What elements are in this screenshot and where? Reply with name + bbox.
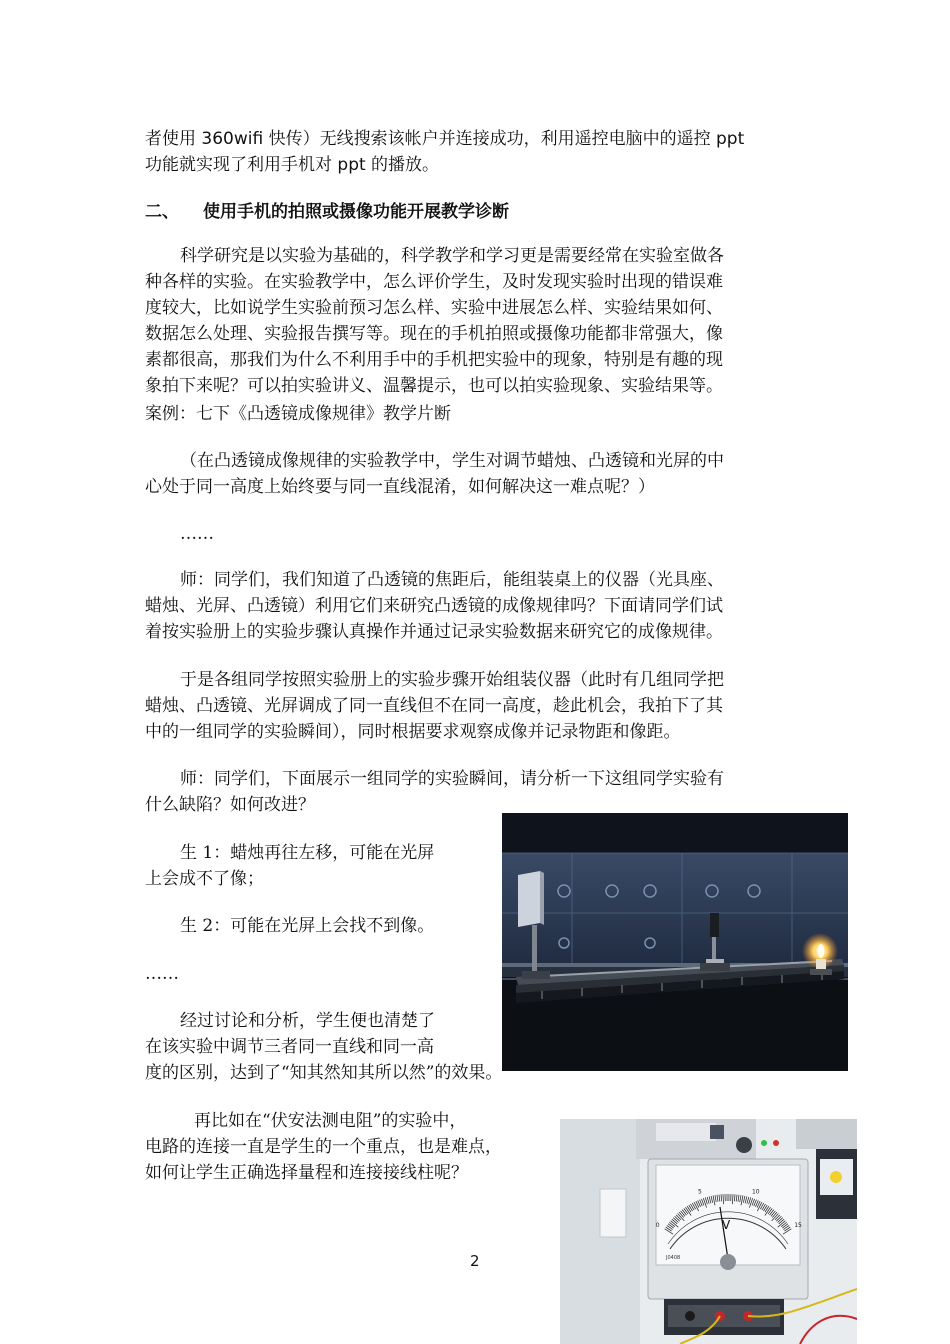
paragraph-line: （在凸透镜成像规律的实验教学中，学生对调节蜡烛、凸透镜和光屏的中 bbox=[180, 451, 724, 471]
paragraph-line: 师：同学们，我们知道了凸透镜的焦距后，能组装桌上的仪器（光具座、 bbox=[180, 570, 724, 590]
paragraph-line: 蜡烛、光屏、凸透镜）利用它们来研究凸透镜的成像规律吗？下面请同学们试 bbox=[145, 596, 723, 616]
case-title: 案例：七下《凸透镜成像规律》教学片断 bbox=[145, 404, 451, 424]
paragraph-line: 生 1：蜡烛再往左移，可能在光屏 bbox=[180, 843, 435, 863]
paragraph-line: 如何让学生正确选择量程和连接接线柱呢？ bbox=[145, 1163, 468, 1183]
paragraph-line: 中的一组同学的实验瞬间），同时根据要求观察成像并记录物距和像距。 bbox=[145, 722, 681, 742]
paragraph-line: 素都很高，那我们为什么不利用手中的手机把实验中的现象，特别是有趣的现 bbox=[145, 350, 723, 370]
experiment-photo-voltmeter bbox=[560, 1119, 857, 1344]
paragraph-line: 心处于同一高度上始终要与同一直线混淆，如何解决这一难点呢？） bbox=[145, 477, 655, 497]
paragraph-line: 功能就实现了利用手机对 ppt 的播放。 bbox=[145, 155, 440, 175]
page-number: 2 bbox=[470, 1252, 480, 1270]
meter-scale-label: 5 bbox=[698, 1188, 702, 1196]
paragraph-line: 者使用 360wifi 快传）无线搜索该帐户并连接成功，利用遥控电脑中的遥控 ppt bbox=[145, 129, 745, 149]
paragraph-line: 着按实验册上的实验步骤认真操作并通过记录实验数据来研究它的成像规律。 bbox=[145, 622, 723, 642]
paragraph-line: 蜡烛、凸透镜、光屏调成了同一直线但不在同一高度，趁此机会，我拍下了其 bbox=[145, 696, 723, 716]
paragraph-line: 经过讨论和分析，学生便也清楚了 bbox=[180, 1011, 435, 1031]
meter-model-label: J0408 bbox=[666, 1255, 681, 1261]
paragraph-line: 电路的连接一直是学生的一个重点，也是难点， bbox=[145, 1137, 502, 1157]
paragraph-line: 象拍下来呢？可以拍实验讲义、温馨提示，也可以拍实验现象、实验结果等。 bbox=[145, 376, 723, 396]
paragraph-line: 数据怎么处理、实验报告撰写等。现在的手机拍照或摄像功能都非常强大，像 bbox=[145, 324, 723, 344]
paragraph-line: 度的区别，达到了“知其然知其所以然”的效果。 bbox=[145, 1063, 503, 1083]
voltmeter-illustration bbox=[560, 1119, 857, 1344]
meter-unit-label: V bbox=[722, 1218, 731, 1232]
paragraph-line: 上会成不了像； bbox=[145, 869, 264, 889]
ellipsis: …… bbox=[180, 524, 214, 544]
paragraph-line: 在该实验中调节三者同一直线和同一高 bbox=[145, 1037, 434, 1057]
experiment-photo-optical-bench bbox=[502, 813, 848, 1071]
paragraph-line: 师：同学们，下面展示一组同学的实验瞬间，请分析一下这组同学实验有 bbox=[180, 769, 724, 789]
meter-scale-label: 0 bbox=[655, 1222, 660, 1230]
section-heading: 使用手机的拍照或摄像功能开展教学诊断 bbox=[203, 202, 509, 222]
ellipsis: …… bbox=[145, 964, 179, 984]
paragraph-line: 于是各组同学按照实验册上的实验步骤开始组装仪器（此时有几组同学把 bbox=[180, 670, 724, 690]
section-number: 二、 bbox=[145, 202, 179, 222]
paragraph-line: 生 2：可能在光屏上会找不到像。 bbox=[180, 916, 435, 936]
paragraph-line: 度较大，比如说学生实验前预习怎么样、实验中进展怎么样、实验结果如何、 bbox=[145, 298, 723, 318]
paragraph-line: 科学研究是以实验为基础的，科学教学和学习更是需要经常在实验室做各 bbox=[180, 246, 724, 266]
paragraph-line: 什么缺陷？如何改进？ bbox=[145, 795, 315, 815]
paragraph-line: 再比如在“伏安法测电阻”的实验中， bbox=[194, 1111, 467, 1131]
paragraph-line: 种各样的实验。在实验教学中，怎么评价学生，及时发现实验时出现的错误难 bbox=[145, 272, 723, 292]
meter-scale-label: 15 bbox=[794, 1222, 802, 1230]
optical-bench-illustration bbox=[502, 813, 848, 1071]
meter-scale-label: 10 bbox=[751, 1188, 760, 1196]
